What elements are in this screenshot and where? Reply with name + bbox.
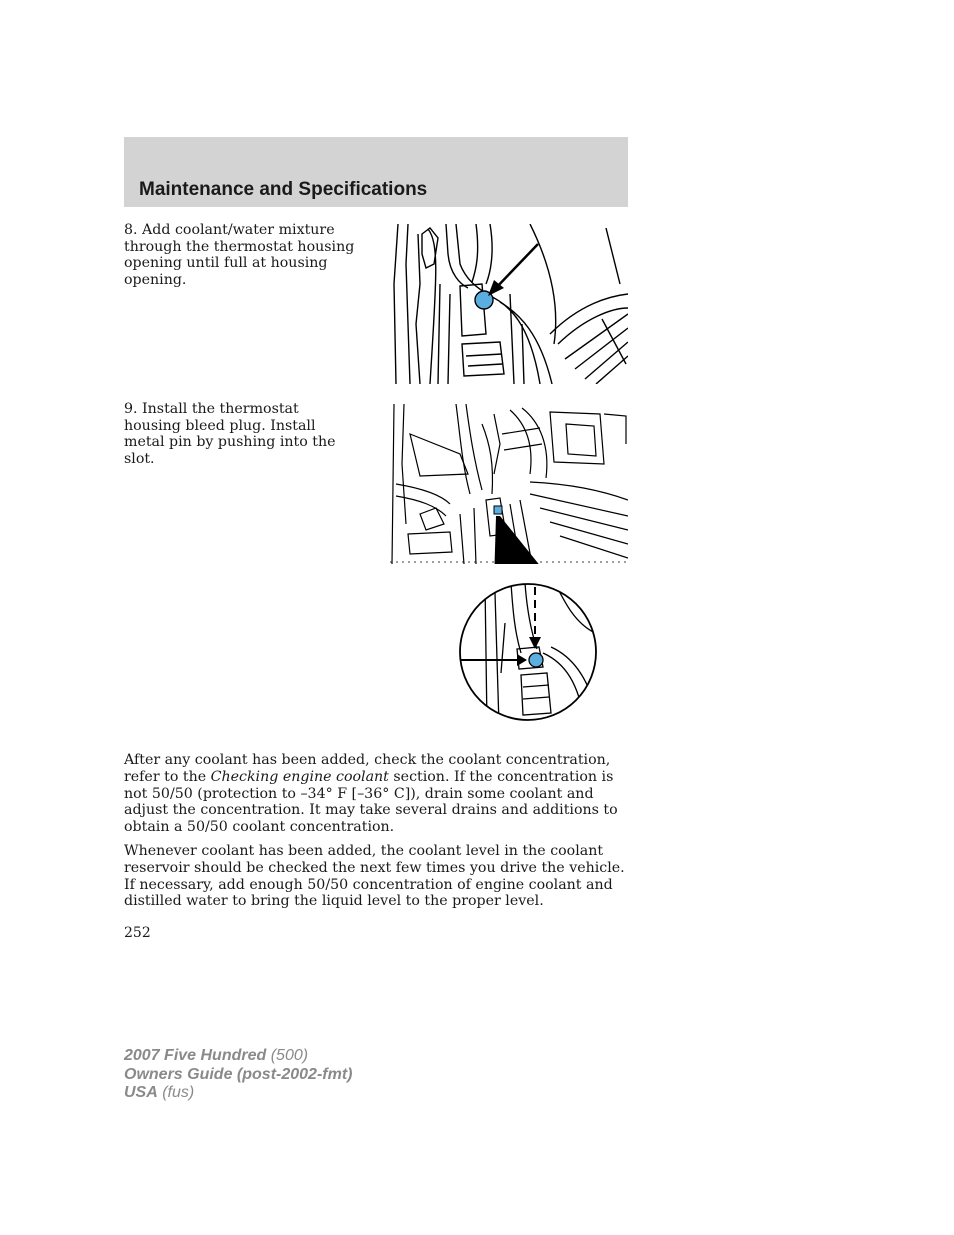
footer-model: 2007 Five Hundred [124, 1047, 267, 1064]
checking-engine-coolant-reference: Checking engine coolant [210, 768, 389, 785]
page-number: 252 [124, 925, 151, 941]
thermostat-housing-fill-illustration [390, 224, 628, 384]
footer-line-2 [124, 1066, 352, 1085]
document-footer [124, 1047, 352, 1103]
step-8-text: 8. Add coolant/water mixture through the thermostat housing opening until full at housing opening. [124, 222, 355, 288]
coolant-concentration-paragraph [124, 752, 629, 836]
footer-model-code: (500) [266, 1047, 309, 1064]
coolant-level-paragraph: Whenever coolant has been added, the coolant level in the coolant reservoir should be checked the next few times you drive the vehicle. If necessary, add enough 50/50 concentration of engine coolant and distilled water to bring the liquid level to the proper level. [124, 843, 625, 910]
section-header-band [124, 137, 628, 207]
para1-text-after: section. If the concentration is not 50/50 (protection to –34° F [–36° C]), drain some coolant and adjust the concentration. It may take several drains and additions to obtain a 50/50 coolant concentration. [124, 768, 618, 836]
bleed-plug-detail-illustration [455, 583, 600, 725]
footer-line-1 [124, 1047, 352, 1066]
bleed-plug-install-illustration [390, 404, 628, 564]
footer-line-3 [124, 1084, 352, 1103]
footer-market-code: (fus) [157, 1084, 195, 1101]
para1-text-before: After any coolant has been added, check the coolant concentration, refer to the [124, 752, 611, 785]
step-9-text: 9. Install the thermostat housing bleed plug. Install metal pin by pushing into the slot. [124, 401, 336, 467]
footer-guide: Owners Guide (post-2002-fmt) [124, 1065, 353, 1083]
footer-market: USA [124, 1084, 158, 1101]
section-title: Maintenance and Specifications [139, 179, 428, 200]
